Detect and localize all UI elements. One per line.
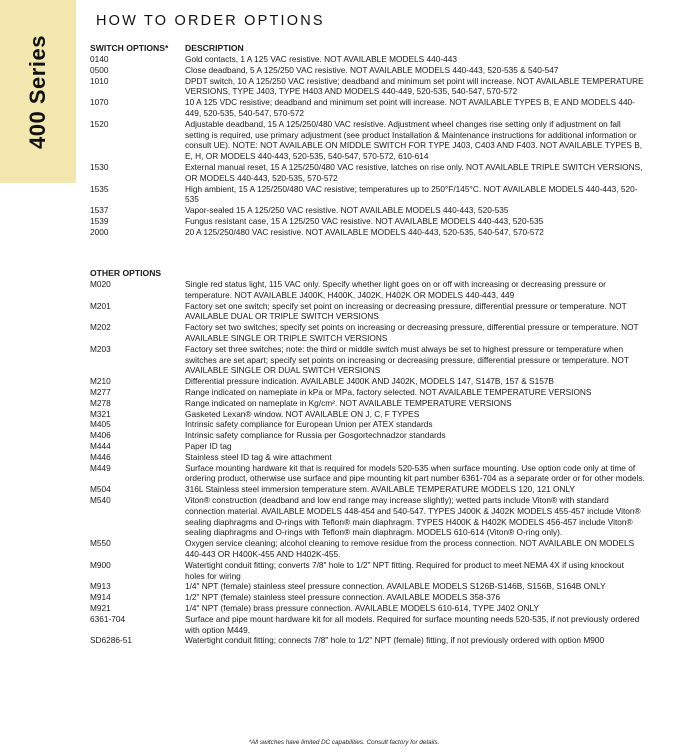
option-description: External manual reset, 15 A 125/250/480 VAC resistive, latches on rise only. NOT AVAILABLE TRIPLE SWITCH VERSIONS, OR MODELS 440-443, 520-535, 570-572 xyxy=(185,161,643,183)
page-title: HOW TO ORDER OPTIONS xyxy=(96,13,325,29)
option-description: 1/2" NPT (female) stainless steel pressure connection. AVAILABLE MODELS 358-376 xyxy=(185,592,501,603)
option-row xyxy=(90,484,646,495)
option-code: M020 xyxy=(90,279,111,289)
option-code: M540 xyxy=(90,494,111,505)
other-options-code-header: OTHER OPTIONS xyxy=(90,268,162,278)
option-code: 1537 xyxy=(90,205,109,216)
option-code: M203 xyxy=(90,343,111,354)
option-row xyxy=(90,495,646,538)
option-code: M210 xyxy=(90,376,111,387)
option-row xyxy=(90,603,646,614)
option-code: M278 xyxy=(90,397,111,408)
option-code: 1535 xyxy=(90,183,109,194)
option-description: 1/4" NPT (female) stainless steel pressure connection. AVAILABLE MODELS S126B-S146B, S156B, S164B ONLY xyxy=(185,581,606,592)
option-code: M550 xyxy=(90,538,111,549)
option-code: M449 xyxy=(90,462,111,473)
option-row xyxy=(90,441,646,452)
option-code: M277 xyxy=(90,386,111,397)
option-description: High ambient, 15 A 125/250/480 VAC resistive; temperatures up to 250°F/145°C. NOT AVAILABLE MODELS 440-443, 520-535 xyxy=(185,183,638,205)
option-description: 10 A 125 VDC resistive; deadband and minimum set point will increase. NOT AVAILABLE TYPES B, E AND MODELS 440-449, 520-535, 540-547, 570-572 xyxy=(185,97,635,118)
option-row xyxy=(90,344,646,376)
series-tab-label: 400 Series xyxy=(25,35,50,149)
option-code: 1010 xyxy=(90,75,109,86)
option-code: M921 xyxy=(90,602,111,613)
option-description: Range indicated on nameplate in kPa or MPa, factory selected. NOT AVAILABLE TEMPERATURE VERSIONS xyxy=(185,386,592,397)
option-description: 20 A 125/250/480 VAC resistive. NOT AVAILABLE MODELS 440-443, 520-535, 540-547, 570-572 xyxy=(185,226,544,237)
option-row xyxy=(90,430,646,441)
option-code: 1520 xyxy=(90,118,109,129)
option-description: Adjustable deadband, 15 A 125/250/480 VAC resistive. Adjustment wheel changes rise setting only if adjustment on fall setting is required, use primary adjustment (see product Installation & Maintenance instructions for additional information or consult UE). NOTE: NOT AVAILABLE ON MIDDLE SWITCH FOR TYPE J403, C403 AND F403. NOT AVAILABLE TYPES B, E, H, OR MODELS 440-443, 520-535, 540-547, 570-572, 610-614 xyxy=(185,118,643,162)
option-row xyxy=(90,301,646,323)
option-code: 1530 xyxy=(90,161,109,172)
option-code: M900 xyxy=(90,559,111,570)
option-description: Vapor-sealed 15 A 125/250 VAC resistive. NOT AVAILABLE MODELS 440-443, 520-535 xyxy=(185,205,509,216)
option-code: SD6286-51 xyxy=(90,635,132,646)
option-description: Factory set three switches; note: the third or middle switch must always be set to highest pressure or temperature when switches are set apart; specify set points on increasing or decreasing pressure, differential pressure or temperature. NOT AVAILABLE SINGLE OR DUAL SWITCH VERSIONS xyxy=(185,343,629,376)
option-code: M201 xyxy=(90,300,111,311)
switch-options-code-header: SWITCH OPTIONS* xyxy=(90,43,169,53)
option-code: M321 xyxy=(90,408,111,419)
option-description: Paper ID tag xyxy=(185,440,232,451)
option-row xyxy=(90,227,646,238)
option-description: Intrinsic safety compliance for Russia per Gosgortechnadzor standards xyxy=(185,430,446,441)
footnote: *All switches have limited DC capabilities. Consult factory for details. xyxy=(248,739,440,746)
option-row xyxy=(90,614,646,636)
option-row xyxy=(90,560,646,582)
option-row xyxy=(90,279,646,301)
option-description: Viton® construction (deadband and low end range may increase slightly); wetted parts include Viton® with standard connection material. AVAILABLE MODELS 448-454 and 540-547. TYPES J400K & J402K MODELS 455-457 include Viton® sealing diaphragms and O-rings with Teflon® main diaphragm. TYPES H400K & H402K MODELS 456-457 include Viton® sealing diaphragms and O-rings with Teflon® main diaphragm. MODELS 610-614 (Viton® O-ring only). xyxy=(185,494,641,538)
option-row xyxy=(90,592,646,603)
option-code: M914 xyxy=(90,592,111,603)
other-options-header xyxy=(90,268,646,279)
option-description: DPDT switch, 10 A 125/250 VAC resistive; deadband and minimum set point will increase. NOT AVAILABLE TEMPERATURE VERSIONS, TYPE J403, TYPE H403 AND MODELS 440-449, 520-535, 540-547, 570-572 xyxy=(185,75,644,97)
option-description: Surface and pipe mount hardware kit for all models. Required for surface mounting needs 520-535, if not previously ordered with option M449. xyxy=(185,613,640,635)
option-code: M406 xyxy=(90,430,111,441)
option-description: Watertight conduit fitting; converts 7/8" hole to 1/2" NPT fitting. Required for product to meet NEMA 4X if using knockout holes for wiring xyxy=(185,559,624,581)
option-code: 0500 xyxy=(90,64,109,75)
option-row xyxy=(90,409,646,420)
option-row xyxy=(90,635,646,646)
option-code: M504 xyxy=(90,484,111,495)
option-row xyxy=(90,376,646,387)
option-code: 1070 xyxy=(90,97,109,108)
option-row xyxy=(90,387,646,398)
option-description: Fungus resistant case, 15 A 125/250 VAC resistive. NOT AVAILABLE MODELS 440-443, 520-535 xyxy=(185,215,544,226)
option-code: 2000 xyxy=(90,226,109,237)
option-description: Range indicated on nameplate in Kg/cm². NOT AVAILABLE TEMPERATURE VERSIONS xyxy=(185,397,512,408)
option-code: M405 xyxy=(90,419,111,430)
option-row xyxy=(90,184,646,206)
option-description: Watertight conduit fitting; connects 7/8" hole to 1/2" NPT (female) fitting, if not previously ordered with option M900 xyxy=(185,635,605,646)
option-row xyxy=(90,419,646,430)
option-description: Gasketed Lexan® window. NOT AVAILABLE ON J, C, F TYPES xyxy=(185,408,420,419)
option-description: Gold contacts, 1 A 125 VAC resistive. NOT AVAILABLE MODELS 440-443 xyxy=(185,54,457,64)
option-row xyxy=(90,65,646,76)
option-row xyxy=(90,119,646,162)
option-code: 6361-704 xyxy=(90,613,126,624)
option-description: 1/4" NPT (female) brass pressure connection. AVAILABLE MODELS 610-614, TYPE J402 ONLY xyxy=(185,602,540,613)
option-description: Close deadband, 5 A 125/250 VAC resistive. NOT AVAILABLE MODELS 440-443, 520-535 & 540-547 xyxy=(185,64,559,75)
option-description: Surface mounting hardware kit that is required for models 520-535 when surface mounting. Use option code only at time of ordering product, otherwise use surface and pipe mounting kit part number 6361-704 as a separate order or for other models. xyxy=(185,462,645,484)
option-code: 1539 xyxy=(90,215,109,226)
option-code: M202 xyxy=(90,322,111,333)
option-row xyxy=(90,322,646,344)
option-code: M444 xyxy=(90,440,111,451)
option-row xyxy=(90,76,646,98)
option-code: M913 xyxy=(90,581,111,592)
option-row xyxy=(90,216,646,227)
option-description: Factory set one switch; specify set point on increasing or decreasing pressure, differential pressure or temperature. NOT AVAILABLE DUAL OR TRIPLE SWITCH VERSIONS xyxy=(185,300,627,322)
other-options-table xyxy=(90,268,646,646)
switch-options-table xyxy=(90,43,646,238)
option-description: Stainless steel ID tag & wire attachment xyxy=(185,451,332,462)
option-row xyxy=(90,581,646,592)
option-description: Single red status light, 115 VAC only. Specify whether light goes on or off with increasing or decreasing pressure or temperature. NOT AVAILABLE J400K, H400K, J402K, H402K OR MODELS 440-443, 449 xyxy=(185,279,606,300)
option-description: Factory set two switches; specify set points on increasing or decreasing pressure, differential pressure or temperature. NOT AVAILABLE SINGLE OR TRIPLE SWITCH VERSIONS xyxy=(185,322,639,343)
option-description: Oxygen service cleaning; alcohol cleaning to remove residue from the process connection. NOT AVAILABLE ON MODELS 440-443 OR H400K-455 AND H402K-455. xyxy=(185,538,635,559)
series-tab xyxy=(0,0,76,183)
option-row xyxy=(90,463,646,485)
option-row xyxy=(90,398,646,409)
option-row xyxy=(90,97,646,119)
option-description: 316L Stainless steel immersion temperature stem. AVAILABLE TEMPERATURE MODELS 120, 121 ONLY xyxy=(185,484,575,495)
option-row xyxy=(90,452,646,463)
option-row xyxy=(90,538,646,560)
option-row xyxy=(90,54,646,65)
option-code: M446 xyxy=(90,451,111,462)
switch-options-header xyxy=(90,43,646,54)
option-code: 0140 xyxy=(90,54,109,64)
option-description: Intrinsic safety compliance for European Union per ATEX standards xyxy=(185,419,433,430)
option-description: Differential pressure indication. AVAILABLE J400K AND J402K, MODELS 147, S147B, 157 & S157B xyxy=(185,376,554,387)
description-header: DESCRIPTION xyxy=(185,43,244,53)
option-row xyxy=(90,162,646,184)
option-row xyxy=(90,205,646,216)
